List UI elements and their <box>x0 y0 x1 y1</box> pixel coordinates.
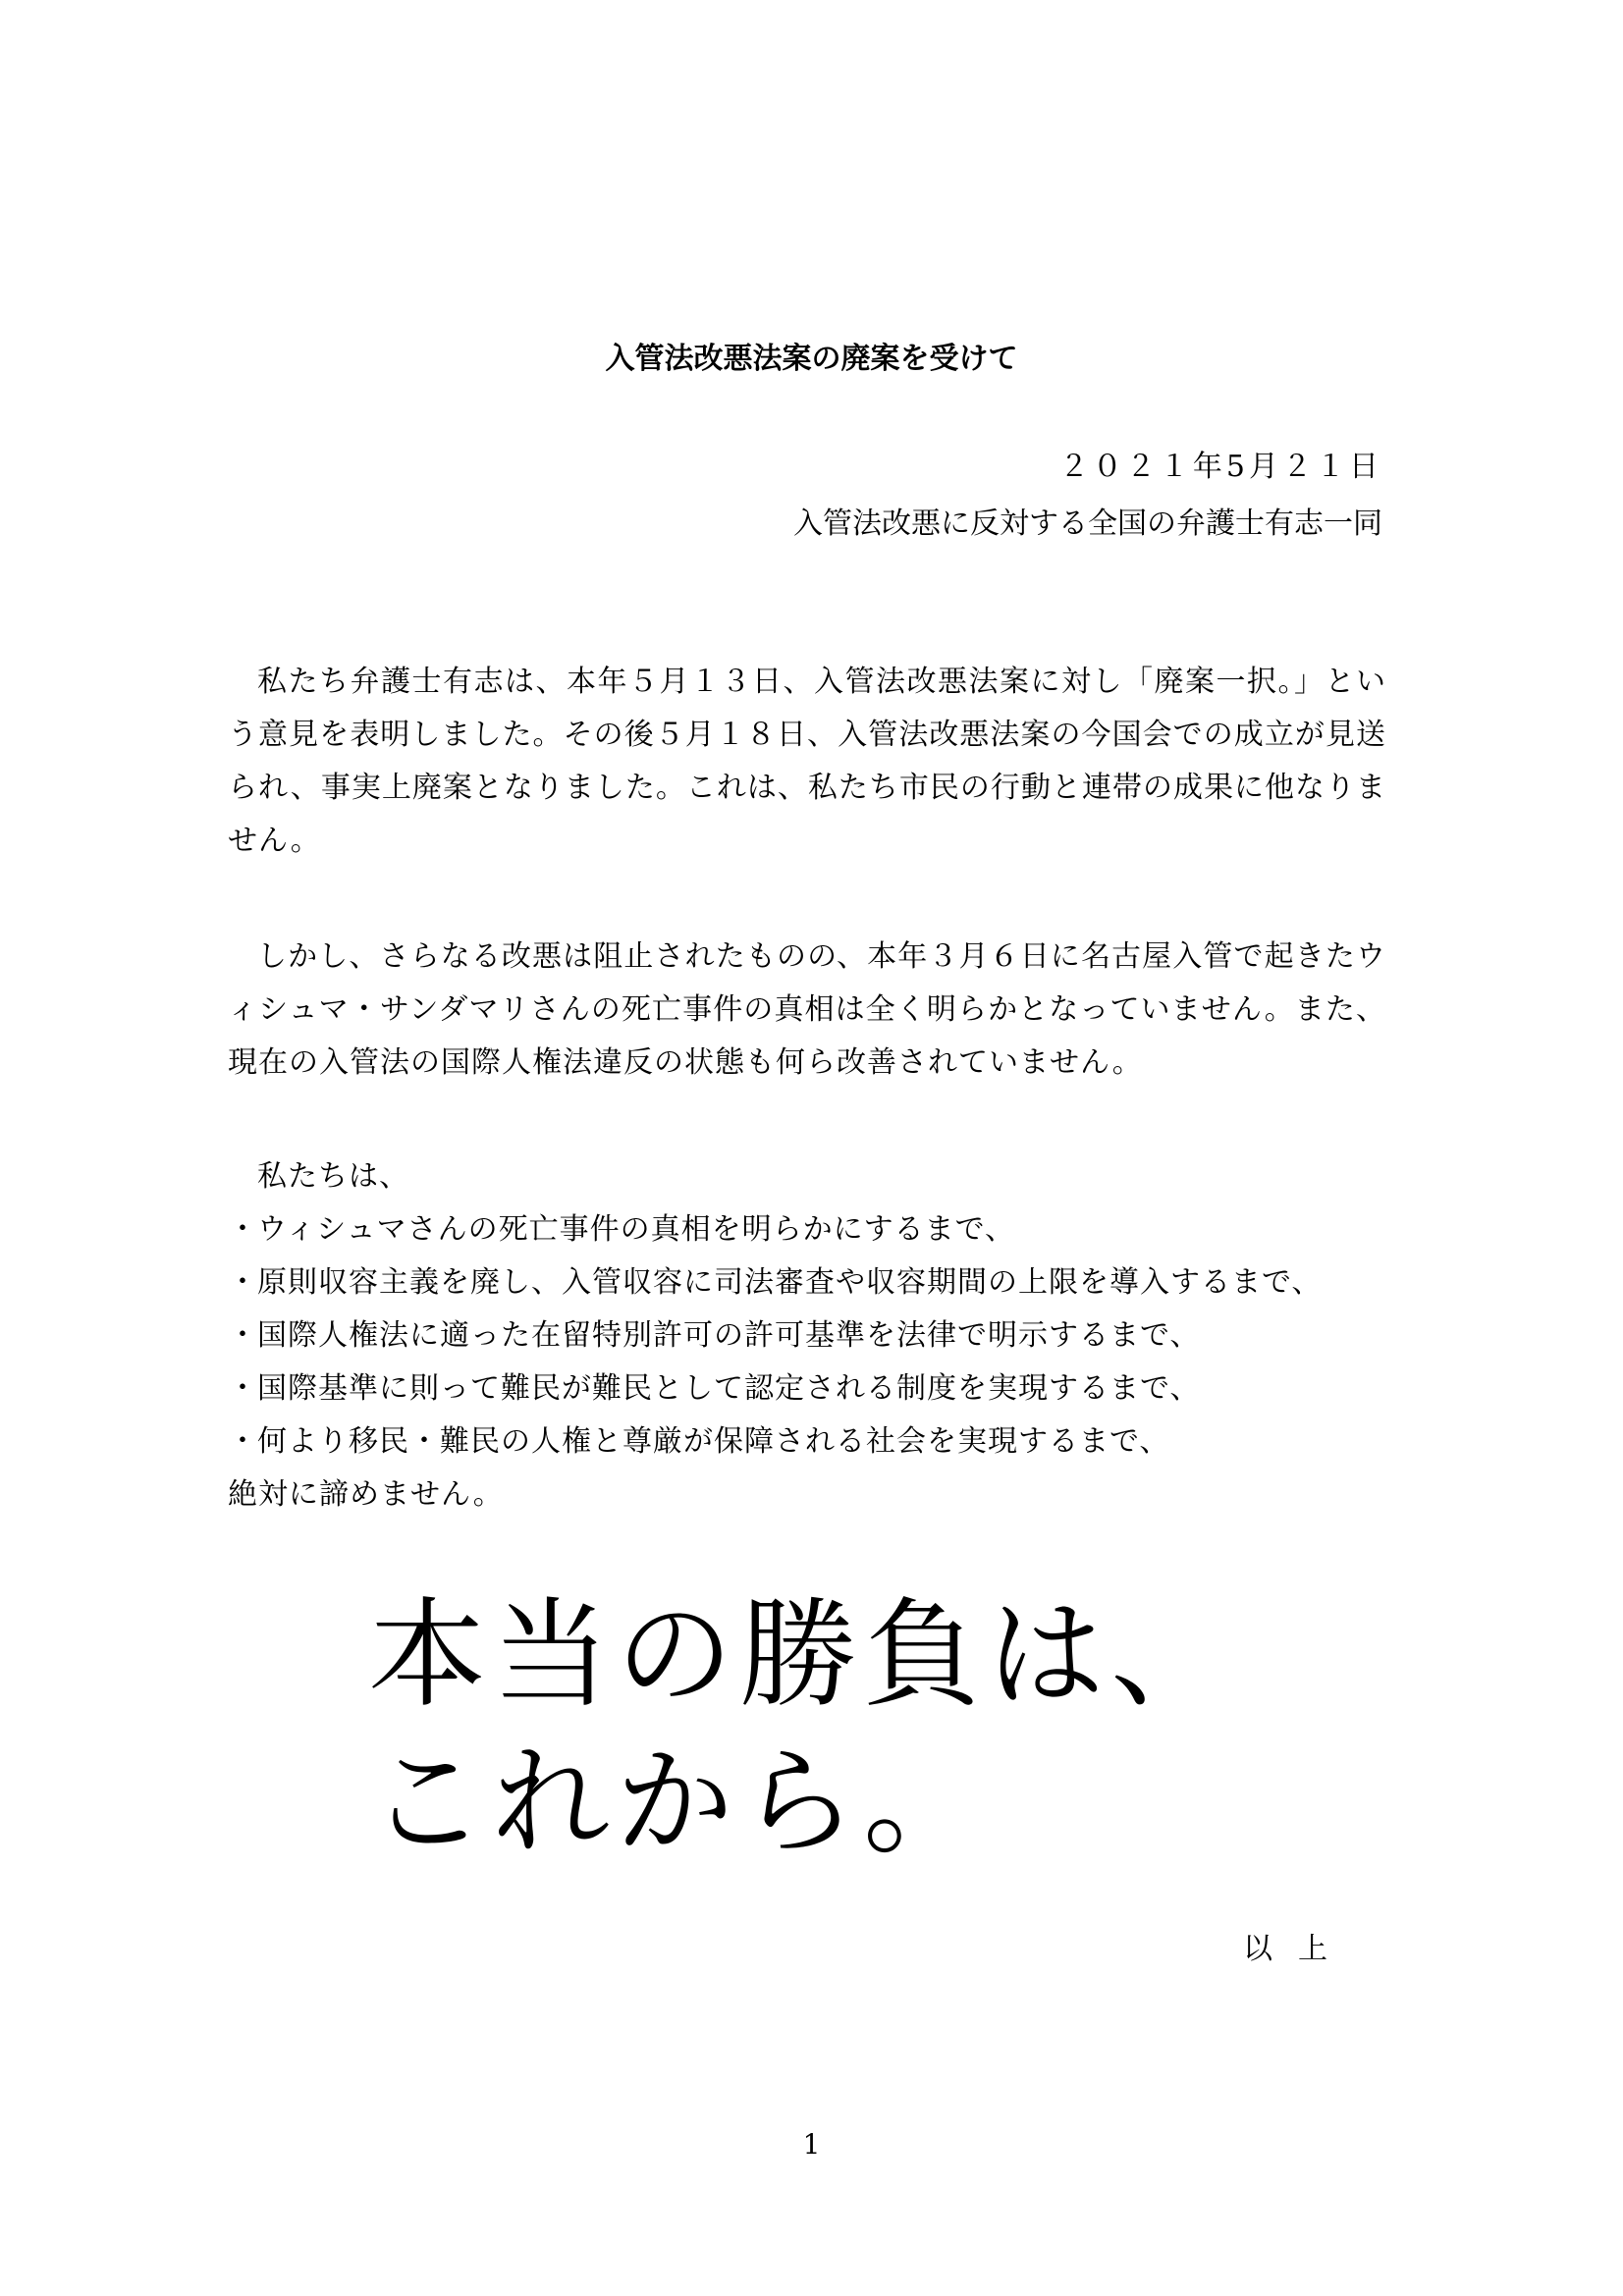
list-item <box>228 1309 1386 1362</box>
bullet-icon: ・ <box>228 1318 258 1353</box>
list-item-text: 国際人権法に適った在留特別許可の許可基準を法律で明示するまで、 <box>257 1318 1201 1353</box>
page-number: 1 <box>802 2128 821 2161</box>
body-paragraph: しかし、さらなる改悪は阻止されたものの、本年３月６日に名古屋入管で起きたウィシュマ・サンダマリさんの死亡事件の真相は全く明らかとなっていません。また、現在の入管法の国際人権法違反の状態も何ら改善されていません。 <box>228 939 1386 1080</box>
list-item-text: ウィシュマさんの死亡事件の真相を明らかにするまで、 <box>257 1212 1015 1247</box>
slogan-line-2: これから。 <box>368 1735 987 1871</box>
bullet-icon: ・ <box>228 1212 258 1247</box>
document-author: 入管法改悪に反対する全国の弁護士有志一同 <box>793 507 1382 541</box>
slogan-line-1: 本当の勝負は、 <box>368 1587 1234 1724</box>
document-title: 入管法改悪法案の廃案を受けて <box>605 342 1018 376</box>
end-mark: 以上 <box>1243 1932 1353 1966</box>
body-paragraph-2-block <box>228 931 1386 1090</box>
closing-statement: 絶対に諦めません。 <box>228 1477 504 1512</box>
bullet-icon: ・ <box>228 1371 258 1406</box>
body-paragraph-1-block <box>228 656 1386 868</box>
list-item-text: 原則収容主義を廃し、入管収容に司法審査や収容期間の上限を導入するまで、 <box>257 1265 1323 1300</box>
list-item <box>228 1415 1386 1468</box>
list-item <box>228 1362 1386 1415</box>
bullet-icon: ・ <box>228 1424 258 1459</box>
list-item <box>228 1256 1386 1309</box>
demands-list <box>228 1203 1386 1468</box>
bullet-icon: ・ <box>228 1265 258 1300</box>
list-intro: 私たちは、 <box>257 1159 409 1194</box>
list-item-text: 何より移民・難民の人権と尊厳が保障される社会を実現するまで、 <box>257 1424 1170 1459</box>
list-item <box>228 1203 1386 1256</box>
slogan <box>368 1582 1234 1877</box>
document-date: ２０２１年5月２１日 <box>1058 450 1382 484</box>
body-paragraph: 私たち弁護士有志は、本年５月１３日、入管法改悪法案に対し「廃案一択。」という意見を表明しました。その後５月１８日、入管法改悪法案の今国会での成立が見送られ、事実上廃案となりました。これは、私たち市民の行動と連帯の成果に他なりません。 <box>228 665 1386 858</box>
demands-block <box>228 1150 1386 1522</box>
list-item-text: 国際基準に則って難民が難民として認定される制度を実現するまで、 <box>257 1371 1201 1406</box>
